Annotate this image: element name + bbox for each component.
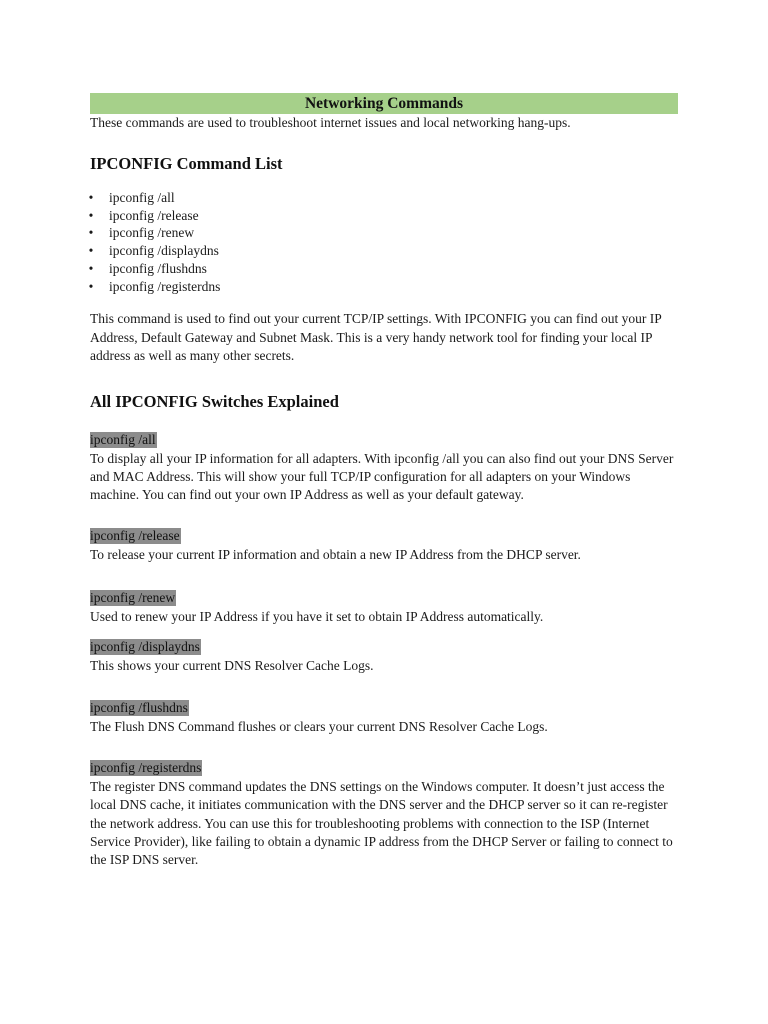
list-item-text: ipconfig /registerdns [109,279,221,295]
switch-name: ipconfig /registerdns [90,760,202,776]
list-item [90,278,678,296]
bullet-icon: • [88,243,94,259]
bullet-icon: • [88,189,94,205]
bullet-icon: • [88,225,94,241]
list-item-text: ipconfig /release [109,207,199,223]
bullet-icon: • [88,207,94,223]
list-item-text: ipconfig /all [109,189,175,205]
switch-section-all [90,431,678,505]
ipconfig-list-heading: IPCONFIG Command List [90,153,283,173]
switch-section-flushdns [90,699,678,736]
list-item [90,207,678,225]
list-item [90,189,678,207]
switch-section-renew [90,589,678,626]
switch-description: To release your current IP information and obtain a new IP Address from the DHCP server. [90,547,581,563]
intro-paragraph: These commands are used to troubleshoot internet issues and local networking hang-ups. [90,115,571,130]
ipconfig-description: This command is used to find out your current TCP/IP settings. With IPCONFIG you can find out your IP Address, Default Gateway and Subnet Mask. This is a very handy network tool for finding your local IP address as well as many other secrets. [90,311,662,364]
list-item-text: ipconfig /displaydns [109,243,219,259]
switch-description: Used to renew your IP Address if you have it set to obtain IP Address automatically. [90,608,544,624]
switch-description: This shows your current DNS Resolver Cache Logs. [90,657,374,673]
switch-section-displaydns [90,638,678,675]
bullet-icon: • [88,279,94,295]
ipconfig-command-list [90,189,678,296]
list-item-text: ipconfig /renew [109,225,195,241]
switch-section-registerdns [90,759,678,869]
list-item-text: ipconfig /flushdns [109,261,207,277]
document-title: Networking Commands [90,93,678,114]
list-item [90,242,678,260]
switch-name: ipconfig /flushdns [90,700,188,716]
list-item [90,260,678,278]
bullet-icon: • [88,261,94,277]
switch-description: The register DNS command updates the DNS settings on the Windows computer. It doesn’t just access the local DNS cache, it initiates communication with the DNS server and the DHCP server so it can re-register the network address. You can use this for troubleshooting problems with connection to the ISP (Internet Service Provider), like failing to obtain a dynamic IP address from the DHCP Server or failing to connect to the ISP DNS server. [90,779,673,868]
list-item [90,224,678,242]
switch-name: ipconfig /displaydns [90,638,200,654]
switch-name: ipconfig /renew [90,589,176,605]
switch-section-release [90,527,678,564]
document-page [90,93,678,869]
switch-description: To display all your IP information for all adapters. With ipconfig /all you can also find out your DNS Server and MAC Address. This will show your full TCP/IP configuration for all adapters on your Windows machine. You can find out your own IP Address as well as your default gateway. [90,450,674,503]
switch-description: The Flush DNS Command flushes or clears your current DNS Resolver Cache Logs. [90,719,548,735]
switch-name: ipconfig /release [90,528,180,544]
switches-heading: All IPCONFIG Switches Explained [90,391,339,411]
switch-name: ipconfig /all [90,431,156,447]
